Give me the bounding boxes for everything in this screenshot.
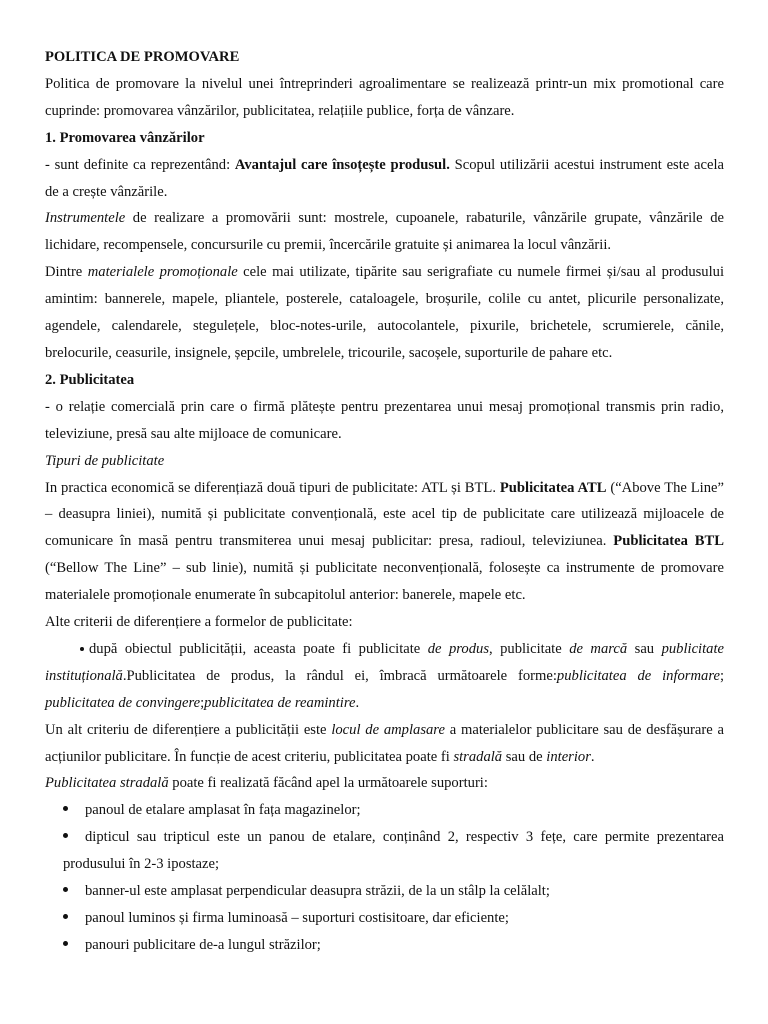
list-item <box>45 905 724 932</box>
text-run: (“Bellow The Line” – sub linie), numită și publicitate neconvențională, folosește ca instrumente de promovare materialele promoționale enumerate în subcapitolul anterior: banerele, mapele etc. <box>45 560 724 604</box>
text-run: , publicitate <box>489 640 570 657</box>
italic-run: de produs <box>427 640 489 657</box>
bold-run: Publicitatea BTL <box>613 533 724 550</box>
list-item <box>45 932 724 959</box>
text-run: - sunt definite ca reprezentând: <box>45 156 235 173</box>
italic-run: de marcă <box>569 640 628 657</box>
text-run: .Publicitatea de produs, la rândul ei, îmbracă următoarele forme: <box>122 667 557 684</box>
materials-paragraph <box>45 259 724 367</box>
italic-run: materialele promoționale <box>87 264 238 281</box>
indent <box>45 641 80 657</box>
text-run: (“Above The Line” – deasupra liniei), numită și publicitate convențională, este acel tip de publicitate care utilizează mijloacele de comunicare în masă pentru transmiterea unui mesaj publicitar: presa, radioul, televiziunea. <box>45 479 724 550</box>
italic-run: locul de amplasare <box>331 721 445 738</box>
list-item-text: panouri publicitare de-a lungul străzilor; <box>85 936 321 953</box>
section-1-heading: 1. Promovarea vânzărilor <box>45 129 205 146</box>
italic-run: publicitatea de convingere <box>45 694 201 711</box>
bullet-icon <box>63 887 68 892</box>
list-item <box>45 878 724 905</box>
list-item-text: panoul luminos și firma luminoasă – suporturi costisitoare, dar eficiente; <box>85 910 509 926</box>
list-item-text: banner-ul este amplasat perpendicular deasupra străzii, de la un stâlp la celălalt; <box>85 883 550 900</box>
italic-run: publicitatea de informare <box>556 667 720 684</box>
document-title: POLITICA DE PROMOVARE <box>45 49 240 65</box>
criteria-paragraph: Alte criterii de diferențiere a formelor de publicitate: <box>45 614 353 631</box>
bullet-icon <box>63 914 68 919</box>
location-paragraph <box>45 717 724 771</box>
atl-btl-paragraph <box>45 475 724 610</box>
instruments-paragraph <box>45 205 724 259</box>
text-run: de realizare a promovării sunt: mostrele, cupoanele, rabaturile, vânzările grupate, vânzările de lichidare, recompensele, concursurile cu premii, încercările gratuite și animarea la locul vânzării. <box>45 210 724 254</box>
text-run: In practica economică se diferențiază două tipuri de publicitate: ATL și BTL. <box>45 479 500 496</box>
street-paragraph <box>45 770 724 797</box>
list-item-text: panoul de etalare amplasat în fața magazinelor; <box>85 802 361 819</box>
intro-paragraph: Politica de promovare la nivelul unei întreprinderi agroalimentare se realizează printr-un mix promotional care cuprinde: promovarea vânzărilor, publicitatea, relațiile publice, forța de vânzare. <box>45 75 724 119</box>
italic-run: publicitate instituțională <box>45 640 724 684</box>
text-run: după obiectul publicității, aceasta poate fi publicitate <box>89 640 428 657</box>
text-run: . <box>590 748 595 765</box>
object-criteria-item <box>45 636 724 717</box>
text-run: poate fi realizată făcând apel la următoarele suporturi: <box>168 775 488 792</box>
section-2-heading: 2. Publicitatea <box>45 371 135 388</box>
bullet-icon <box>63 941 68 946</box>
bold-run: Avantajul care însoțește produsul. <box>234 156 450 173</box>
list-item <box>45 797 724 824</box>
italic-run: Publicitatea stradală <box>45 775 169 792</box>
text-run: Un alt criteriu de diferențiere a publicității este <box>45 721 332 738</box>
text-run: sau de <box>502 748 547 765</box>
section-1-definition <box>45 152 724 206</box>
list-item <box>45 824 724 878</box>
text-run: ; <box>200 694 205 711</box>
italic-run: interior <box>546 748 591 765</box>
bullet-icon <box>63 806 68 811</box>
section-2-definition: - o relație comercială prin care o firmă plătește pentru prezentarea unui mesaj promoțional transmis prin radio, televiziune, presă sau alte mijloace de comunicare. <box>45 398 724 442</box>
text-run: ; <box>719 667 725 684</box>
italic-run: stradală <box>453 748 503 765</box>
text-run: a materialelor publicitare sau de desfășurare a acțiunilor publicitare. În funcție de acest criteriu, publicitatea poate fi <box>45 721 725 765</box>
text-run: Scopul utilizării acestui instrument este acela de a crește vânzările. <box>45 156 724 200</box>
text-run: cele mai utilizate, tipărite sau serigrafiate cu numele firmei și/sau al produsului amintim: bannerele, mapele, pliantele, posterele, cataloagele, broșurile, colile cu antet, plicurile personalizate, agendele, calendarele, stegulețele, bloc-notes-urile, autocolantele, pixurile, brichetele, scrumierele, cănile, brelocurile, ceasurile, insignele, șepcile, umbrelele, tricourile, sacoșele, suporturile de pahare etc. <box>45 264 724 361</box>
italic-run: Instrumentele <box>45 210 126 227</box>
types-subheading: Tipuri de publicitate <box>45 452 165 469</box>
bullet-icon <box>63 833 68 838</box>
text-run: . <box>355 694 360 711</box>
italic-run: publicitatea de reamintire <box>204 694 356 711</box>
text-run: sau <box>627 640 662 657</box>
bullet-icon <box>80 647 84 651</box>
list-item-text: dipticul sau tripticul este un panou de etalare, conținând 2, respectiv 3 fețe, care permite prezentarea produsului în 2-3 ipostaze; <box>63 829 724 873</box>
text-run: Dintre <box>45 264 88 281</box>
bold-run: Publicitatea ATL <box>499 479 607 496</box>
